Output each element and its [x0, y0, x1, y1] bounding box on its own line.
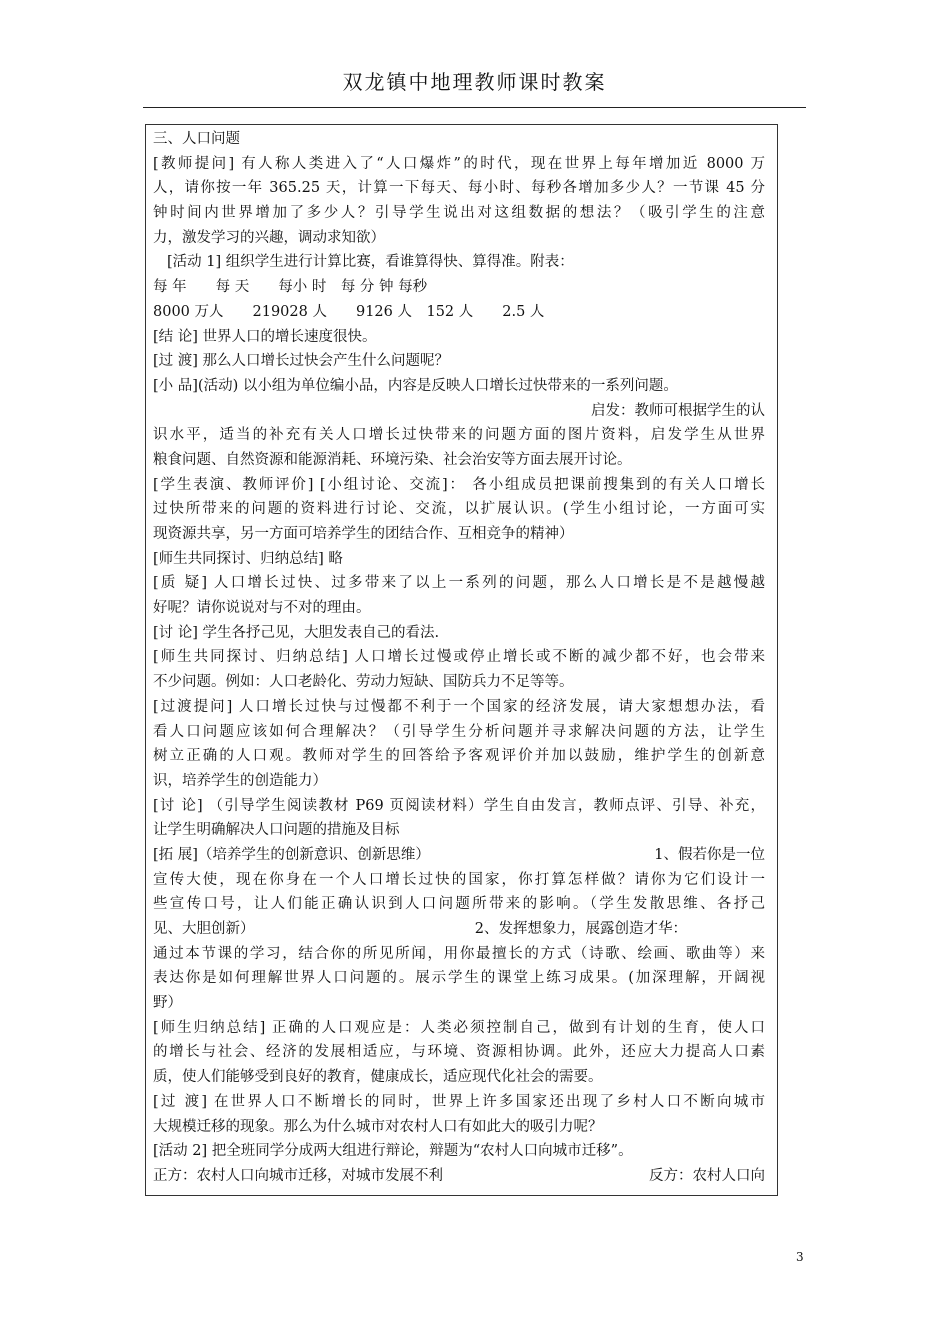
text-line: [活动 1] 组织学生进行计算比赛，看谁算得快、算得准。附表：: [167, 254, 574, 271]
text-line: [师生共同探讨、归纳总结] 略: [153, 550, 343, 567]
text-line: 野）: [153, 995, 182, 1012]
lesson-text: [153, 127, 765, 1189]
expand-item-1-end: 见、大胆创新）: [153, 921, 255, 937]
lesson-content-box: [145, 124, 778, 1196]
section-heading: 三、人口问题: [153, 131, 240, 147]
text-line: [153, 917, 765, 942]
text-line: 大规模迁移的现象。那么为什么城市对农村人口有如此大的吸引力呢？: [153, 1118, 603, 1135]
table-header-line: 每 年 每 天 每小 时 每 分 钟 每秒: [153, 279, 428, 296]
text-line: 质，使人们能够受到良好的教育，健康成长，适应现代化社会的需要。: [153, 1069, 603, 1086]
text-line: [讨 论] （引导学生阅读教材 P69 页阅读材料）学生自由发言，教师点评、引导、补充，: [153, 797, 765, 814]
expand-heading: [拓 展]（培养学生的创新意识、创新思维）: [153, 846, 430, 863]
text-line: 些宣传口号，让人们能正确认识到人口问题所带来的影响。（学生发散思维、各抒己: [153, 896, 765, 913]
text-line: 力，激发学习的兴趣，调动求知欲）: [153, 229, 385, 246]
text-line: 钟时间内世界增加了多少人？引导学生说出对这组数据的想法？（吸引学生的注意: [153, 205, 765, 222]
text-line: 宣传大使，现在你身在一个人口增长过快的国家，你打算怎样做？请你为它们设计一: [153, 871, 765, 888]
expand-item-1-start: 1、假若你是一位: [654, 846, 765, 863]
text-line: [过 渡] 那么人口增长过快会产生什么问题呢？: [153, 353, 450, 370]
text-line: [师生归纳总结] 正确的人口观应是：人类必须控制自己，做到有计划的生育，使人口: [153, 1019, 765, 1036]
text-line: [质 疑] 人口增长过快、过多带来了以上一系列的问题，那么人口增长是不是越慢越: [153, 575, 765, 592]
header-divider: [143, 107, 806, 108]
text-line: 通过本节课的学习，结合你的所见所闻，用你最擅长的方式（诗歌、绘画、歌曲等）来: [153, 945, 765, 962]
text-line: 好呢？请你说说对与不对的理由。: [153, 600, 371, 617]
text-line: 让学生明确解决人口问题的措施及目标: [153, 822, 400, 839]
text-line: [过渡提问] 人口增长过快与过慢都不利于一个国家的经济发展，请大家想想办法，看: [153, 698, 765, 715]
page-number: 3: [796, 1250, 804, 1264]
text-line: [教师提问] 有人称人类进入了“人口爆炸”的时代，现在世界上每年增加近 8000 万: [153, 155, 765, 172]
text-line: [小 品](活动) 以小组为单位编小品，内容是反映人口增长过快带来的一系列问题。: [153, 377, 678, 394]
text-line: 过快所带来的问题的资料进行讨论、交流，以扩展认识。(学生小组讨论，一方面可实: [153, 501, 765, 518]
text-line: 不少问题。例如：人口老龄化、劳动力短缺、国防兵力不足等等。: [153, 674, 574, 691]
text-line: 粮食问题、自然资源和能源消耗、环境污染、社会治安等方面去展开讨论。: [153, 451, 632, 468]
text-line: 看人口问题应该如何合理解决？（引导学生分析问题并寻求解决问题的方法，让学生: [153, 723, 765, 740]
text-line: 识水平，适当的补充有关人口增长过快带来的问题方面的图片资料，启发学生从世界: [153, 427, 765, 444]
expand-item-2: 2、发挥想象力，展露创造才华：: [474, 921, 687, 937]
table-values-line: 8000 万人 219028 人 9126 人 152 人 2.5 人: [153, 303, 545, 320]
text-line: 树立正确的人口观。教师对学生的回答给予客观评价并加以鼓励，维护学生的创新意: [153, 748, 765, 765]
text-line: 表达你是如何理解世界人口问题的。展示学生的课堂上练习成果。(加深理解，开阔视: [153, 970, 765, 987]
text-line: [讨 论] 学生各抒己见，大胆发表自己的看法.: [153, 624, 440, 641]
debate-con-side: 反方：农村人口向: [649, 1167, 765, 1184]
text-line: 的增长与社会、经济的发展相适应，与环境、资源相协调。此外，还应大力提高人口素: [153, 1044, 765, 1061]
text-line: [活动 2] 把全班同学分成两大组进行辩论，辩题为“农村人口向城市迁移”。: [153, 1143, 633, 1160]
text-line: 人，请你按一年 365.25 天，计算一下每天、每小时、每秒各增加多少人？一节课 45 分: [153, 180, 765, 197]
text-line: [153, 843, 765, 868]
text-line: [师生共同探讨、归纳总结] 人口增长过慢或停止增长或不断的减少都不好，也会带来: [153, 649, 765, 666]
text-line: 识，培养学生的创造能力）: [153, 772, 327, 789]
text-line: [结 论] 世界人口的增长速度很快。: [153, 328, 377, 345]
text-line: 启发：教师可根据学生的认: [591, 402, 765, 419]
debate-pro-side: 正方：农村人口向城市迁移，对城市发展不利: [153, 1167, 443, 1184]
text-line: [学生表演、教师评价] [小组讨论、交流]： 各小组成员把课前搜集到的有关人口增长: [153, 476, 765, 493]
text-line: 现资源共享，另一方面可培养学生的团结合作、互相竞争的精神）: [153, 526, 574, 542]
text-line: [过 渡] 在世界人口不断增长的同时，世界上许多国家还出现了乡村人口不断向城市: [153, 1093, 765, 1110]
page-header-title: 双龙镇中地理教师课时教案: [342, 70, 607, 94]
debate-sides-line: [153, 1164, 765, 1189]
